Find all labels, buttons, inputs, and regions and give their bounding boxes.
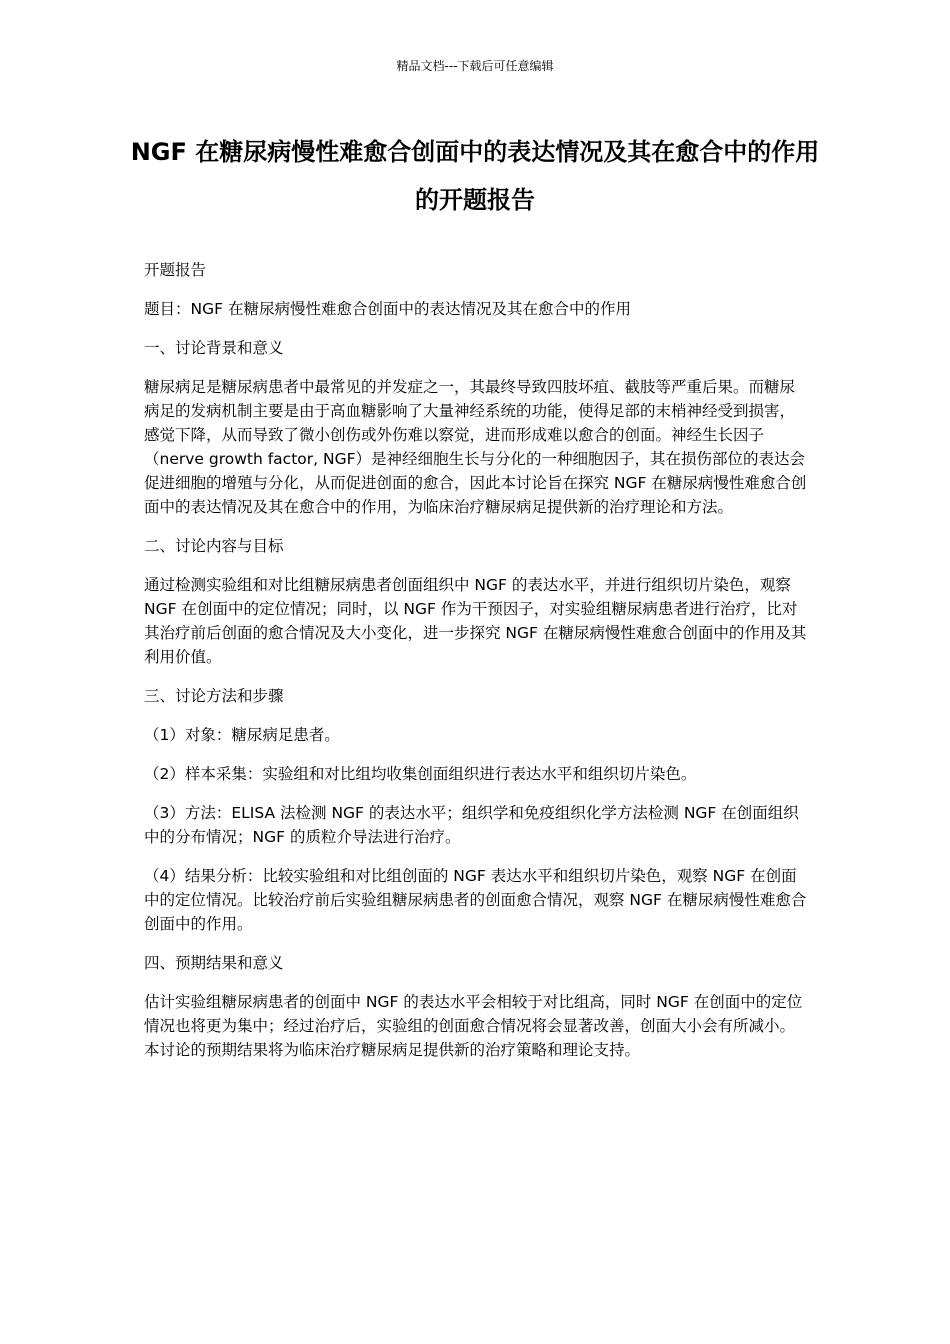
report-topic: 题目：NGF 在糖尿病慢性难愈合创面中的表达情况及其在愈合中的作用 bbox=[144, 300, 631, 318]
document-title: NGF 在糖尿病慢性难愈合创面中的表达情况及其在愈合中的作用的开题报告 bbox=[130, 138, 820, 214]
method-item-sampling: （2）样本采集：实验组和对比组均收集创面组织进行表达水平和组织切片染色。 bbox=[144, 765, 697, 783]
method-item-analysis: （4）结果分析：比较实验组和对比组创面的 NGF 表达水平和组织切片染色，观察 NGF 在创面中的定位情况。比较治疗前后实验组糖尿病患者的创面愈合情况，观察 NGF 在糖尿病慢性难愈合创面中的作用。 bbox=[144, 867, 807, 933]
method-item-methods: （3）方法：ELISA 法检测 NGF 的表达水平；组织学和免疫组织化学方法检测 NGF 在创面组织中的分布情况；NGF 的质粒介导法进行治疗。 bbox=[144, 804, 799, 846]
expected-paragraph: 估计实验组糖尿病患者的创面中 NGF 的表达水平会相较于对比组高，同时 NGF 在创面中的定位情况也将更为集中；经过治疗后，实验组的创面愈合情况将会显著改善，创面大小会有所减小。本讨论的预期结果将为临床治疗糖尿病足提供新的治疗策略和理论支持。 bbox=[144, 993, 803, 1059]
section-heading-methods: 三、讨论方法和步骤 bbox=[144, 687, 284, 705]
section-heading-background: 一、讨论背景和意义 bbox=[144, 339, 284, 357]
section-heading-expected: 四、预期结果和意义 bbox=[144, 954, 284, 972]
content-paragraph: 通过检测实验组和对比组糖尿病患者创面组织中 NGF 的表达水平，并进行组织切片染色，观察 NGF 在创面中的定位情况；同时，以 NGF 作为干预因子，对实验组糖尿病患者进行治疗，比对其治疗前后创面的愈合情况及大小变化，进一步探究 NGF 在糖尿病慢性难愈合创面中的作用及其利用价值。 bbox=[144, 576, 807, 666]
section-heading-content: 二、讨论内容与目标 bbox=[144, 537, 284, 555]
background-paragraph: 糖尿病足是糖尿病患者中最常见的并发症之一，其最终导致四肢坏疽、截肢等严重后果。而糖尿病足的发病机制主要是由于高血糖影响了大量神经系统的功能，使得足部的末梢神经受到损害，感觉下降，从而导致了微小创伤或外伤难以察觉，进而形成难以愈合的创面。神经生长因子（nerve growth factor, NGF）是神经细胞生长与分化的一种细胞因子，其在损伤部位的表达会促进细胞的增殖与分化，从而促进创面的愈合，因此本讨论旨在探究 NGF 在糖尿病慢性难愈合创面中的表达情况及其在愈合中的作用，为临床治疗糖尿病足提供新的治疗理论和方法。 bbox=[144, 378, 807, 516]
header-note: 精品文档---下载后可任意编辑 bbox=[396, 59, 554, 73]
report-label: 开题报告 bbox=[144, 261, 207, 279]
document-body bbox=[144, 258, 808, 1077]
method-item-subjects: （1）对象：糖尿病足患者。 bbox=[144, 726, 340, 744]
